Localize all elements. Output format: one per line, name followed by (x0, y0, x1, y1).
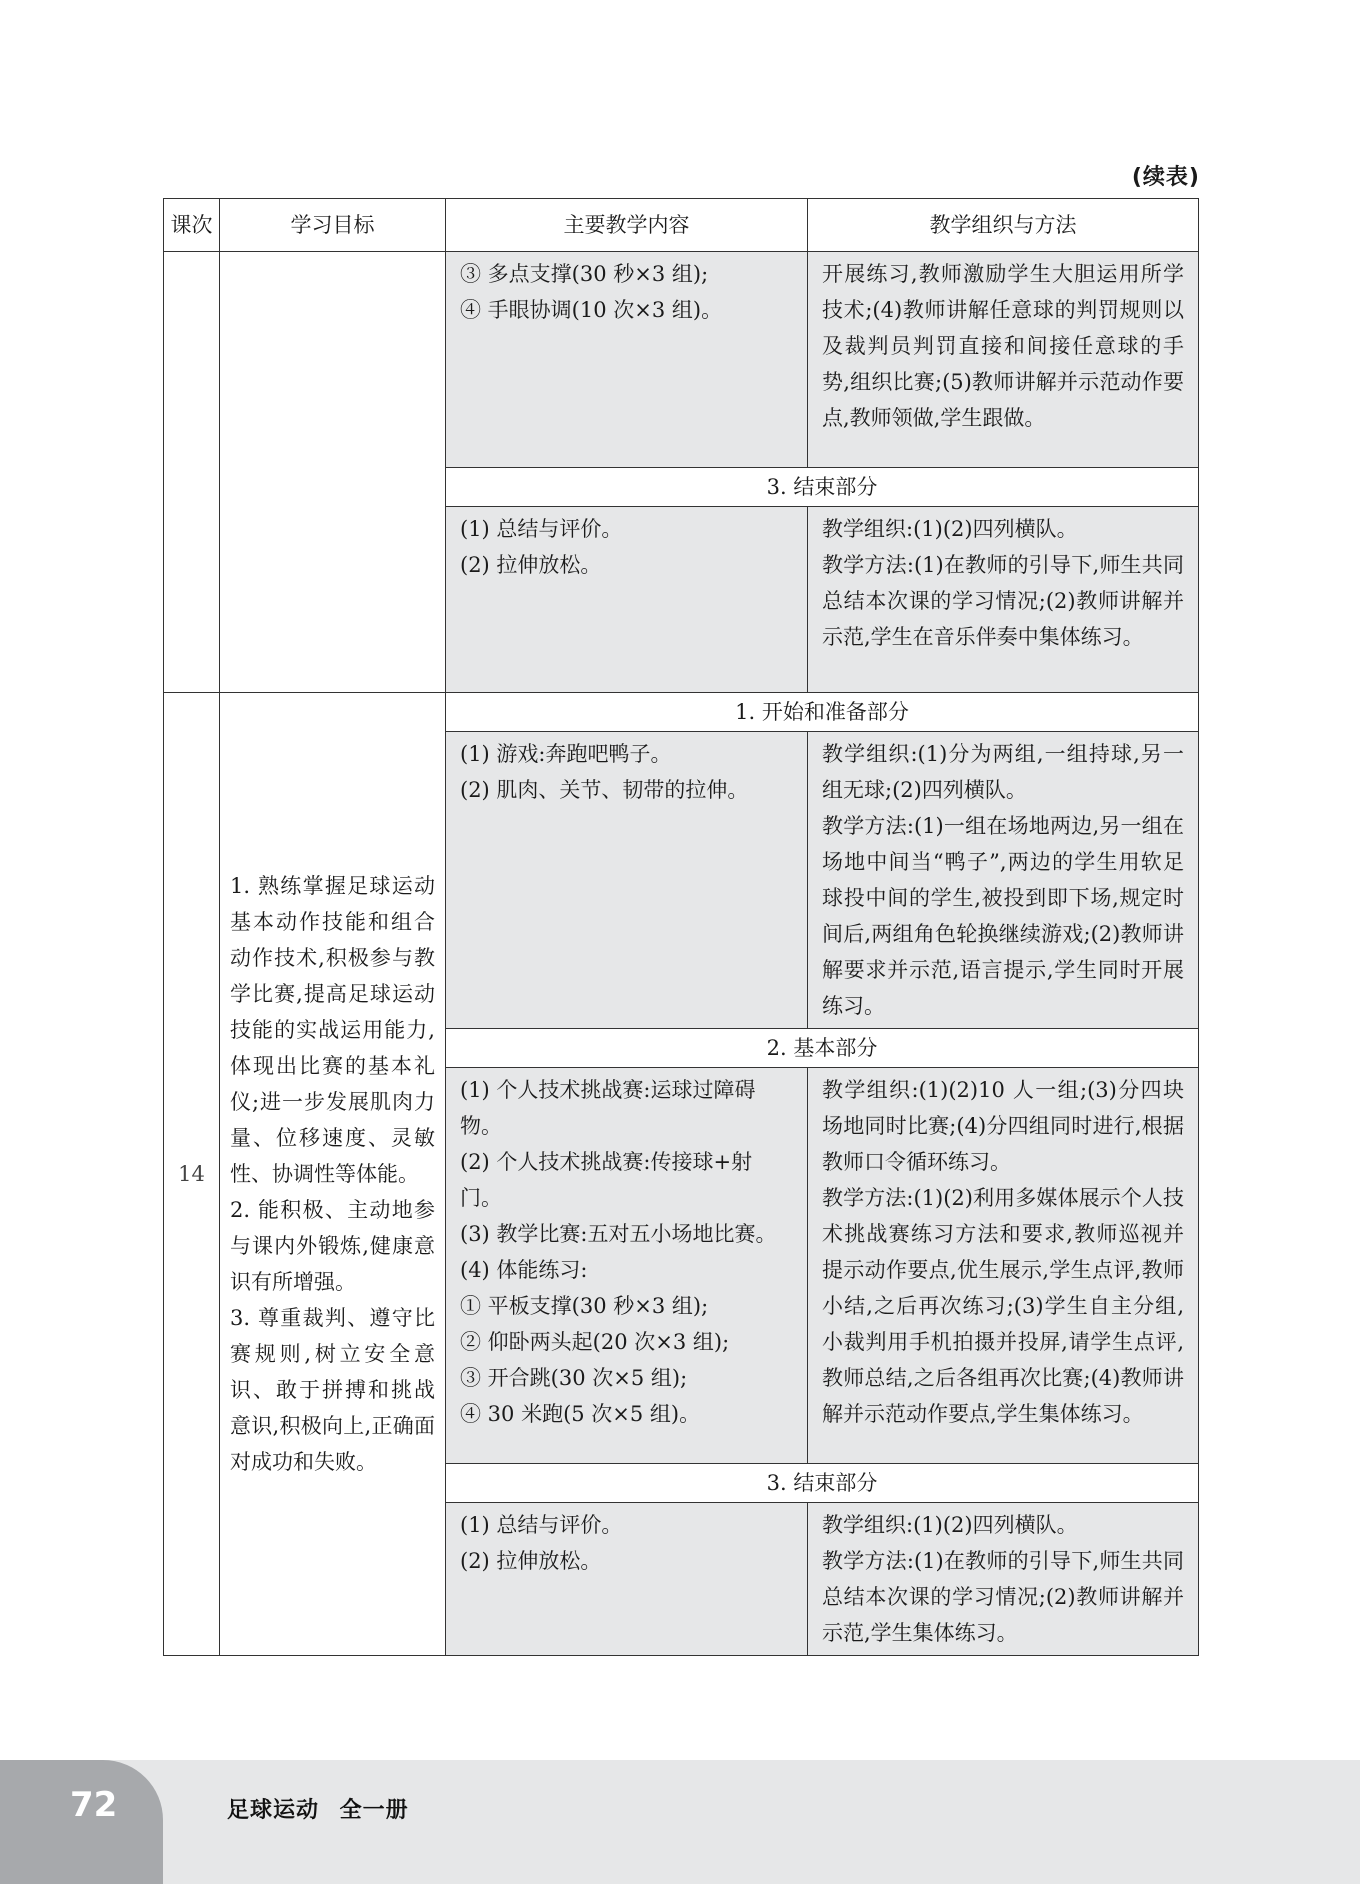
continued-label: (续表) (1131, 165, 1200, 190)
table-row (164, 252, 1199, 468)
content-line: (4) 体能练习: (460, 1258, 588, 1282)
header-lesson: 课次 (164, 199, 220, 252)
end-content-cell (446, 1503, 808, 1656)
method-line: 教学组织:(1)(2)四列横队。 (822, 1513, 1078, 1537)
basic-content-cell (446, 1068, 808, 1464)
method-line: 教学方法:(1)在教师的引导下,师生共同总结本次课的学习情况;(2)教师讲解并示范,学生在音乐伴奏中集体练习。 (822, 553, 1184, 649)
header-method: 教学组织与方法 (808, 199, 1199, 252)
section-title: 2. 基本部分 (446, 1029, 1199, 1068)
content-line: ④ 30 米跑(5 次×5 组)。 (460, 1402, 701, 1426)
prev-end-method-cell (808, 507, 1199, 693)
prev-lesson-number-cell (164, 252, 220, 693)
method-line: 教学方法:(1)在教师的引导下,师生共同总结本次课的学习情况;(2)教师讲解并示范,学生集体练习。 (822, 1549, 1184, 1645)
lesson-number: 14 (164, 693, 220, 1656)
content-line: (1) 总结与评价。 (460, 1513, 623, 1537)
objectives-text: 1. 熟练掌握足球运动基本动作技能和组合动作技术,积极参与教学比赛,提高足球运动技能的实战运用能力,体现出比赛的基本礼仪;进一步发展肌肉力量、位移速度、灵敏性、协调性等体能。 2. 能积极、主动地参与课内外锻炼,健康意识有所增强。 3. 尊重裁判、遵守比赛规则,树立安全意识、敢于拼搏和挑战意识,积极向上,正确面对成功和失败。 (230, 874, 435, 1474)
prev-basic-content-cell (446, 252, 808, 468)
header-objective: 学习目标 (220, 199, 446, 252)
method-line: 教学组织:(1)(2)10 人一组;(3)分四块场地同时比赛;(4)分四组同时进行,根据教师口令循环练习。 (822, 1078, 1184, 1174)
content-line: ① 平板支撑(30 秒×3 组); (460, 1294, 709, 1318)
content-line: (2) 肌肉、关节、韧带的拉伸。 (460, 778, 749, 802)
lesson-plan-table (163, 198, 1199, 1656)
content-line: (1) 游戏:奔跑吧鸭子。 (460, 742, 672, 766)
page-number: 72 (70, 1785, 118, 1825)
header-content: 主要教学内容 (446, 199, 808, 252)
content-line: ④ 手眼协调(10 次×3 组)。 (460, 298, 723, 322)
method-line: 教学组织:(1)(2)四列横队。 (822, 517, 1078, 541)
warmup-method-cell (808, 732, 1199, 1029)
end-method-cell (808, 1503, 1199, 1656)
prev-basic-method-cell: 开展练习,教师激励学生大胆运用所学技术;(4)教师讲解任意球的判罚规则以及裁判员判罚直接和间接任意球的手势,组织比赛;(5)教师讲解并示范动作要点,教师领做,学生跟做。 (808, 252, 1199, 468)
method-line: 教学方法:(1)(2)利用多媒体展示个人技术挑战赛练习方法和要求,教师巡视并提示动作要点,优生展示,学生点评,教师小结,之后再次练习;(3)学生自主分组,小裁判用手机拍摄并投屏,请学生点评,教师总结,之后各组再次比赛;(4)教师讲解并示范动作要点,学生集体练习。 (822, 1186, 1184, 1426)
content-line: (2) 拉伸放松。 (460, 553, 602, 577)
content-line: (1) 总结与评价。 (460, 517, 623, 541)
lesson-objectives (220, 693, 446, 1656)
content-line: (2) 拉伸放松。 (460, 1549, 602, 1573)
content-line: ② 仰卧两头起(20 次×3 组); (460, 1330, 730, 1354)
content-line: (2) 个人技术挑战赛:传接球+射门。 (460, 1150, 753, 1210)
prev-end-content-cell (446, 507, 808, 693)
footer-bar (0, 1760, 1360, 1884)
section-title: 3. 结束部分 (446, 1464, 1199, 1503)
section-title: 3. 结束部分 (446, 468, 1199, 507)
content-line: (3) 教学比赛:五对五小场地比赛。 (460, 1222, 777, 1246)
content-line: ③ 开合跳(30 次×5 组); (460, 1366, 688, 1390)
section-title: 1. 开始和准备部分 (446, 693, 1199, 732)
basic-method-cell (808, 1068, 1199, 1464)
table-header-row (164, 199, 1199, 252)
section-row (164, 693, 1199, 732)
content-line: ③ 多点支撑(30 秒×3 组); (460, 262, 709, 286)
warmup-content-cell (446, 732, 808, 1029)
method-line: 教学组织:(1)分为两组,一组持球,另一组无球;(2)四列横队。 (822, 742, 1184, 802)
method-line: 教学方法:(1)一组在场地两边,另一组在场地中间当“鸭子”,两边的学生用软足球投中间的学生,被投到即下场,规定时间后,两组角色轮换继续游戏;(2)教师讲解要求并示范,语言提示,学生同时开展练习。 (822, 814, 1184, 1018)
book-title: 足球运动 全一册 (227, 1798, 409, 1823)
prev-lesson-objective-cell (220, 252, 446, 693)
content-line: (1) 个人技术挑战赛:运球过障碍物。 (460, 1078, 756, 1138)
